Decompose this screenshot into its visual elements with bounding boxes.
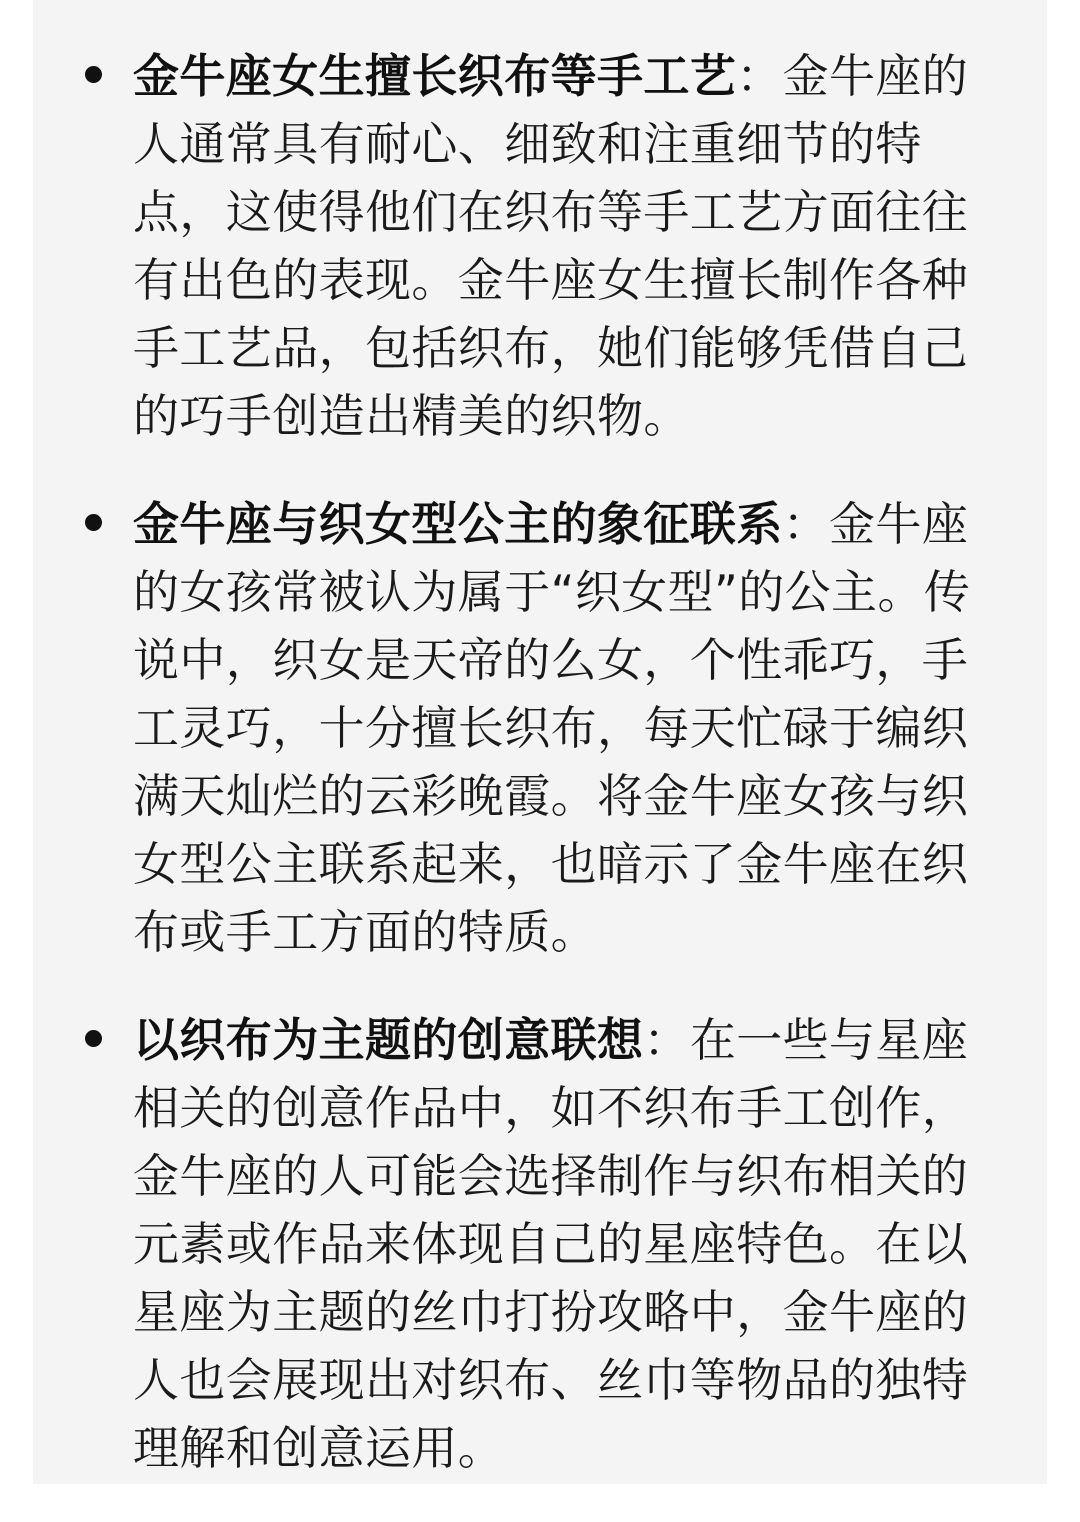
list-item-body: 金牛座的女孩常被认为属于“织女型”的公主。传说中，织女是天帝的么女，个性乖巧，手工灵巧，十分擅长织布，每天忙碌于编织满天灿烂的云彩晚霞。将金牛座女孩与织女型公主联系起来，也暗示了金牛座在织布或手工方面的特质。 [133,497,971,959]
list-item [33,1006,1047,1482]
list-item-term: 以织布为主题的创意联想 [133,1013,644,1067]
article-page [33,0,1047,1484]
list-item-body: 在一些与星座相关的创意作品中，如不织布手工创作，金牛座的人可能会选择制作与织布相关的元素或作品来体现自己的星座特色。在以星座为主题的丝巾打扮攻略中，金牛座的人也会展现出对织布、丝巾等物品的独特理解和创意运用。 [133,1013,969,1475]
list-item-colon: ： [643,1013,690,1067]
list-item [33,42,1047,450]
list-item-term: 金牛座女生擅长织布等手工艺 [133,49,737,103]
list-item-term: 金牛座与织女型公主的象征联系 [133,497,783,551]
list-item-colon: ： [736,49,783,103]
list-item-text [133,1006,983,1482]
list-item-body: 金牛座的人通常具有耐心、细致和注重细节的特点，这使得他们在织布等手工艺方面往往有出色的表现。金牛座女生擅长制作各种手工艺品，包括织布，她们能够凭借自己的巧手创造出精美的织物。 [133,49,969,443]
list-item-colon: ： [782,497,830,551]
bullet-dot-icon [85,514,102,531]
bullet-list [33,42,1047,1522]
bullet-dot-icon [85,1030,102,1047]
bullet-dot-icon [85,66,102,83]
list-item [33,490,1047,966]
list-item-text [133,490,983,966]
list-item-text [133,42,983,450]
